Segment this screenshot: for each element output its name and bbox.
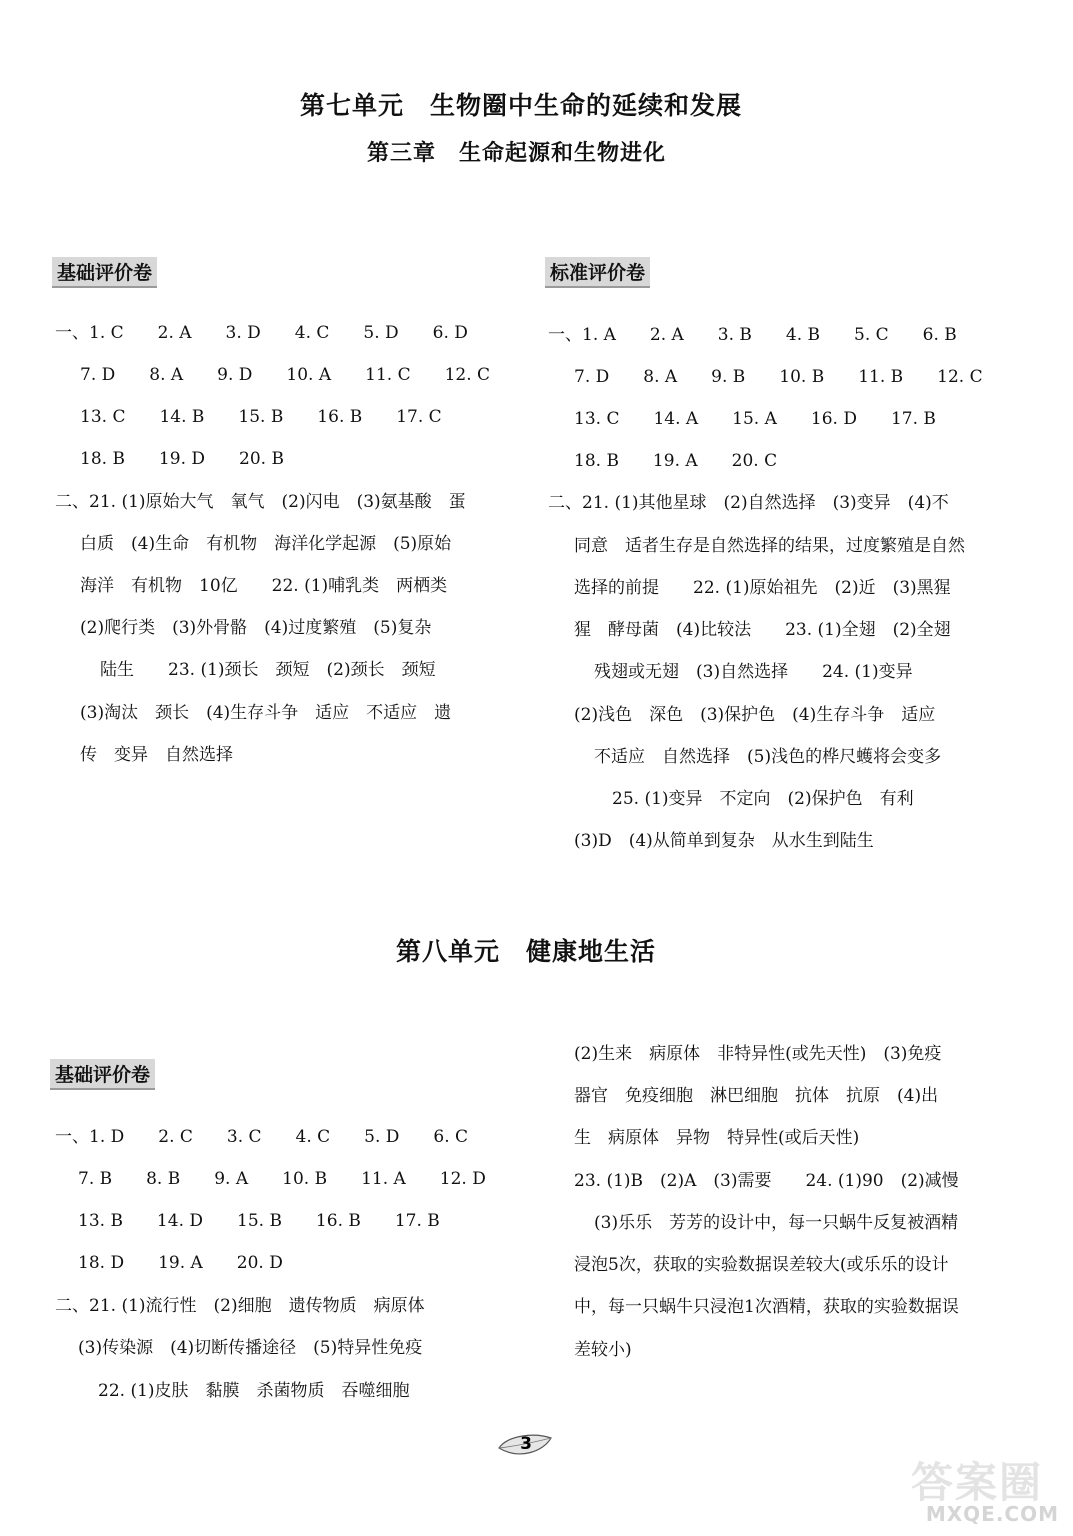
unit7-title: 第七单元 生物圈中生命的延续和发展 xyxy=(300,91,743,120)
unit7-chapter-title: 第三章 生命起源和生物进化 xyxy=(367,141,667,166)
answer-line: 22. (1)皮肤 黏膜 杀菌物质 吞噬细胞 xyxy=(98,1381,410,1401)
answer-line: 海洋 有机物 10亿 22. (1)哺乳类 两栖类 xyxy=(80,576,448,596)
answer-line: 7. D 8. A 9. D 10. A 11. C 12. C xyxy=(80,365,491,385)
answer-line: 生 病原体 异物 特异性(或后天性) xyxy=(574,1128,860,1148)
answer-line: 一、1. C 2. A 3. D 4. C 5. D 6. D xyxy=(55,323,468,343)
answer-line: 一、1. D 2. C 3. C 4. C 5. D 6. C xyxy=(55,1127,469,1147)
answer-line: 7. D 8. A 9. B 10. B 11. B 12. C xyxy=(574,367,983,387)
page-number: 3 xyxy=(520,1434,532,1454)
page-number-badge xyxy=(497,1432,553,1460)
answer-line: (3)淘汰 颈长 (4)生存斗争 适应 不适应 遗 xyxy=(80,703,452,723)
answer-line: (2)生来 病原体 非特异性(或先天性) (3)免疫 xyxy=(574,1044,942,1064)
answer-line: 猩 酵母菌 (4)比较法 23. (1)全翅 (2)全翅 xyxy=(574,620,951,640)
answer-line: 18. D 19. A 20. D xyxy=(78,1253,283,1273)
unit7-basic-label: 基础评价卷 xyxy=(52,257,157,288)
answer-line: 陆生 23. (1)颈长 颈短 (2)颈长 颈短 xyxy=(100,660,436,680)
watermark xyxy=(891,1448,1061,1528)
answer-line: 中，每一只蜗牛只浸泡1次酒精，获取的实验数据误 xyxy=(574,1297,959,1317)
answer-line: 一、1. A 2. A 3. B 4. B 5. C 6. B xyxy=(548,325,957,345)
answer-line: 传 变异 自然选择 xyxy=(80,745,233,765)
answer-line: 器官 免疫细胞 淋巴细胞 抗体 抗原 (4)出 xyxy=(574,1086,939,1106)
answer-line: 残翅或无翅 (3)自然选择 24. (1)变异 xyxy=(594,662,913,682)
answer-line: 18. B 19. D 20. B xyxy=(80,449,284,469)
answer-line: 18. B 19. A 20. C xyxy=(574,451,778,471)
answer-line: 13. B 14. D 15. B 16. B 17. B xyxy=(78,1211,440,1231)
answer-line: 13. C 14. B 15. B 16. B 17. C xyxy=(80,407,442,427)
unit7-standard-label: 标准评价卷 xyxy=(545,257,650,288)
watermark-url: MXQE.COM xyxy=(925,1502,1059,1526)
answer-line: (3)乐乐 芳芳的设计中，每一只蜗牛反复被酒精 xyxy=(594,1213,959,1233)
answer-line: 不适应 自然选择 (5)浅色的桦尺蠖将会变多 xyxy=(594,747,942,767)
answer-line: (3)D (4)从简单到复杂 从水生到陆生 xyxy=(574,831,874,851)
answer-line: 选择的前提 22. (1)原始祖先 (2)近 (3)黑猩 xyxy=(574,578,951,598)
answer-line: 23. (1)B (2)A (3)需要 24. (1)90 (2)减慢 xyxy=(574,1171,959,1191)
unit8-basic-label: 基础评价卷 xyxy=(50,1059,155,1090)
answer-line: 25. (1)变异 不定向 (2)保护色 有利 xyxy=(612,789,914,809)
watermark-logo: 答案圈 xyxy=(911,1458,1044,1507)
answer-line: (2)爬行类 (3)外骨骼 (4)过度繁殖 (5)复杂 xyxy=(80,618,432,638)
answer-line: (2)浅色 深色 (3)保护色 (4)生存斗争 适应 xyxy=(574,705,936,725)
answer-line: 二、21. (1)其他星球 (2)自然选择 (3)变异 (4)不 xyxy=(548,493,949,513)
answer-line: 白质 (4)生命 有机物 海洋化学起源 (5)原始 xyxy=(80,534,452,554)
answer-line: 二、21. (1)原始大气 氧气 (2)闪电 (3)氨基酸 蛋 xyxy=(55,492,466,512)
answer-line: 浸泡5次，获取的实验数据误差较大(或乐乐的设计 xyxy=(574,1255,949,1275)
answer-line: 差较小) xyxy=(574,1340,632,1360)
answer-line: (3)传染源 (4)切断传播途径 (5)特异性免疫 xyxy=(78,1338,423,1358)
answer-line: 13. C 14. A 15. A 16. D 17. B xyxy=(574,409,936,429)
answer-line: 二、21. (1)流行性 (2)细胞 遗传物质 病原体 xyxy=(55,1296,425,1316)
unit8-title: 第八单元 健康地生活 xyxy=(396,937,657,966)
answer-line: 同意 适者生存是自然选择的结果，过度繁殖是自然 xyxy=(574,536,965,556)
answer-line: 7. B 8. B 9. A 10. B 11. A 12. D xyxy=(78,1169,486,1189)
